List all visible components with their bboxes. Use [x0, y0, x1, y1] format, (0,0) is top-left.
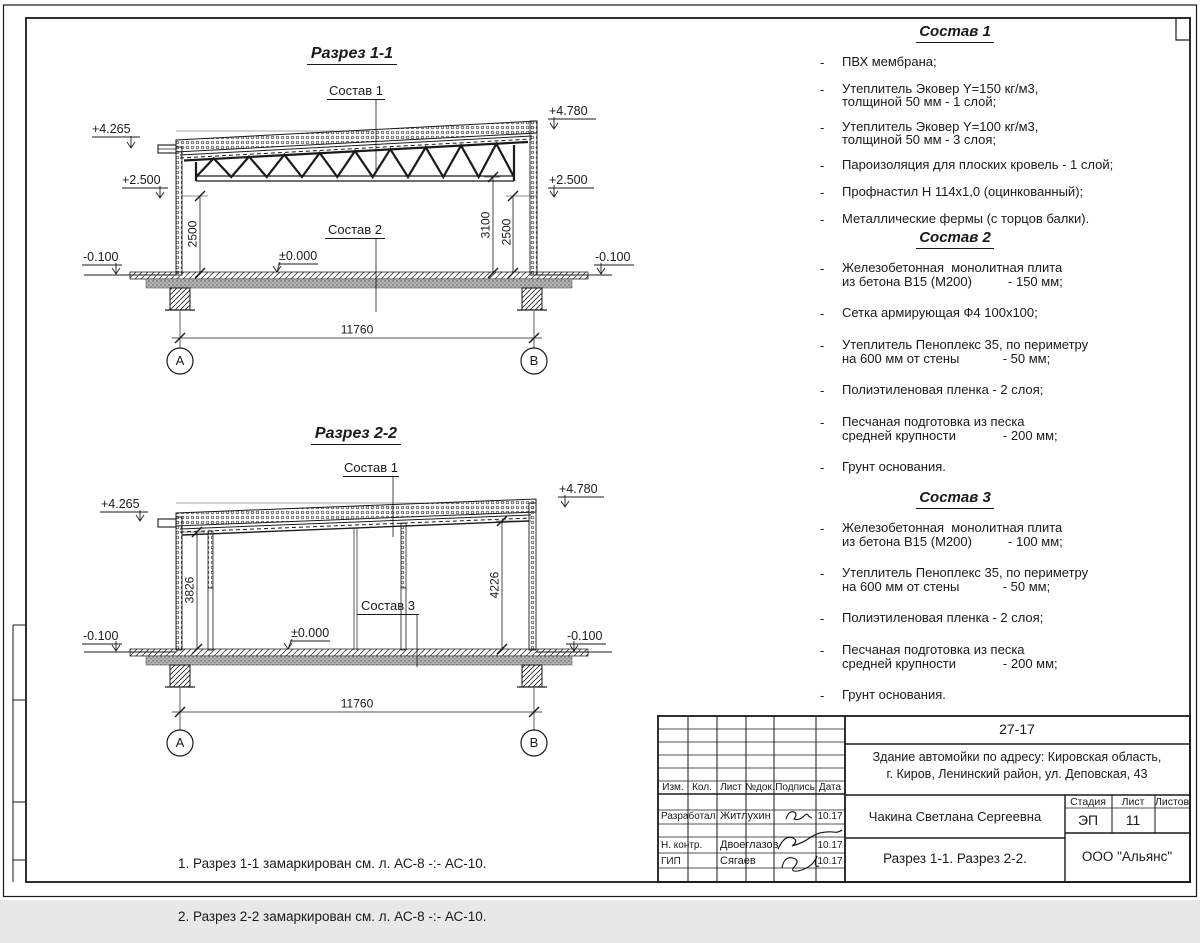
project-address-line1: Здание автомойки по адресу: Кировская область, [872, 750, 1162, 764]
composition-item: - Утеплитель Эковер Y=150 кг/м3, толщиной 50 мм - 1 слой; [820, 81, 1039, 109]
section1-elev-left-top: +4.265 [92, 122, 131, 136]
section2-title: Разрез 2-2 [311, 426, 401, 445]
row3-date: 10.17 [817, 856, 843, 867]
bullet-dash: - [820, 643, 825, 658]
sheet-number: 11 [1125, 812, 1141, 828]
row3-name: Сягаев [720, 855, 756, 867]
composition-list-2 [820, 229, 1190, 492]
section-2-2-linework [82, 477, 612, 756]
bullet-dash: - [820, 55, 825, 70]
bullet-dash: - [820, 566, 825, 581]
section2-axis-right: В [529, 735, 539, 751]
author-name: Чакина Светлана Сергеевна [868, 809, 1042, 824]
section2-dim-left: 3826 [182, 576, 197, 604]
row3-role: ГИП [661, 856, 681, 867]
composition-item: - Сетка армирующая Ф4 100х100; [820, 305, 1038, 321]
col-doc: №док. [745, 782, 775, 793]
composition-list-3 [820, 489, 1190, 720]
section2-dim-span: 11760 [340, 696, 374, 711]
row1-role: Разработал [661, 811, 716, 822]
section1-callout-floor: Состав 2 [325, 223, 385, 239]
composition-item: - Полиэтиленовая пленка - 2 слоя; [820, 382, 1044, 398]
section2-dim-right: 4226 [487, 571, 502, 599]
section2-elev-left-top: +4.265 [101, 497, 140, 511]
composition-item: - ПВХ мембрана; [820, 54, 937, 70]
bullet-dash: - [820, 460, 825, 475]
section2-axis-left: А [175, 735, 185, 751]
composition-item: - Железобетонная монолитная плита из бетона В15 (М200) - 150 мм; [820, 260, 1063, 289]
bullet-dash: - [820, 521, 825, 536]
composition-item: - Пароизоляция для плоских кровель - 1 слой; [820, 157, 1114, 173]
bullet-dash: - [820, 415, 825, 430]
row1-name: Житлухин [720, 810, 771, 822]
composition-item: - Металлические фермы (с торцов балки). [820, 211, 1090, 227]
bullet-dash: - [820, 338, 825, 353]
bullet-dash: - [820, 611, 825, 626]
composition-item: - Профнастил Н 114х1,0 (оцинкованный); [820, 184, 1084, 200]
composition-title: Состав 3 [820, 489, 1090, 506]
section2-elev-right-top: +4.780 [559, 482, 598, 496]
composition-title: Состав 1 [820, 23, 1090, 40]
section1-title: Разрез 1-1 [307, 46, 397, 65]
bullet-dash: - [820, 120, 825, 135]
bullet-dash: - [820, 688, 825, 703]
bullet-dash: - [820, 261, 825, 276]
composition-item: - Песчаная подготовка из песка средней крупности - 200 мм; [820, 642, 1058, 671]
bullet-dash: - [820, 306, 825, 321]
col-kol: Кол. [692, 782, 712, 793]
composition-list-1 [820, 23, 1190, 239]
composition-title: Состав 2 [820, 229, 1090, 246]
composition-item: - Грунт основания. [820, 459, 946, 475]
composition-item: - Утеплитель Эковер Y=100 кг/м3, толщиной 50 мм - 3 слоя; [820, 119, 1039, 147]
composition-item: - Полиэтиленовая пленка - 2 слоя; [820, 610, 1044, 626]
section1-elev-ground-right: -0.100 [595, 250, 631, 264]
section1-elev-zero: ±0.000 [279, 249, 318, 263]
section1-elev-right-mid: +2.500 [549, 173, 588, 187]
col-sign: Подпись [775, 782, 815, 793]
section2-elev-zero: ±0.000 [291, 626, 330, 640]
notes [178, 820, 487, 943]
composition-item: - Железобетонная монолитная плита из бетона В15 (М200) - 100 мм; [820, 520, 1063, 549]
composition-item: - Утеплитель Пеноплекс 35, по периметру на 600 мм от стены - 50 мм; [820, 565, 1089, 594]
section1-axis-right: В [529, 353, 539, 369]
col-izm: Изм. [662, 782, 684, 793]
bullet-dash: - [820, 158, 825, 173]
sheet-label: Лист [1121, 796, 1145, 808]
section2-elev-ground-left: -0.100 [83, 629, 119, 643]
bullet-dash: - [820, 82, 825, 97]
sheets-label: Листов [1154, 796, 1190, 808]
doc-number: 27-17 [999, 721, 1035, 737]
section1-dim-right-outer: 2500 [499, 218, 514, 246]
bullet-dash: - [820, 383, 825, 398]
section1-callout-roof: Состав 1 [327, 84, 385, 100]
section1-dim-left: 2500 [185, 220, 200, 248]
row2-name: Двоеглазов [720, 839, 779, 851]
section1-dim-right-inner: 3100 [478, 211, 493, 239]
section1-elev-left-mid: +2.500 [122, 173, 161, 187]
composition-item: - Грунт основания. [820, 687, 946, 703]
stage-label: Стадия [1070, 796, 1106, 808]
col-date: Дата [818, 782, 842, 793]
section2-callout-floor: Состав 3 [357, 599, 419, 615]
row2-role: Н. контр. [661, 840, 703, 851]
row2-date: 10.17 [817, 840, 843, 851]
company-name: ООО "Альянс" [1081, 849, 1173, 864]
bullet-dash: - [820, 185, 825, 200]
bullet-dash: - [820, 212, 825, 227]
sheet-title: Разрез 1-1. Разрез 2-2. [883, 851, 1027, 866]
composition-item: - Песчаная подготовка из песка средней крупности - 200 мм; [820, 414, 1058, 443]
composition-item: - Утеплитель Пеноплекс 35, по периметру на 600 мм от стены - 50 мм; [820, 337, 1089, 366]
col-list: Лист [720, 782, 742, 793]
note-line-2: 2. Разрез 2-2 замаркирован см. л. АС-8 -:- АС-10. [178, 908, 487, 924]
stage-value: ЭП [1077, 812, 1099, 828]
project-address-line2: г. Киров, Ленинский район, ул. Деповская, 43 [886, 767, 1148, 781]
note-line-1: 1. Разрез 1-1 замаркирован см. л. АС-8 -:- АС-10. [178, 856, 487, 871]
section1-dim-span: 11760 [340, 322, 374, 337]
section1-axis-left: А [175, 353, 185, 369]
section1-elev-ground-left: -0.100 [83, 250, 119, 264]
row1-date: 10.17 [817, 811, 843, 822]
section1-elev-right-top: +4.780 [549, 104, 588, 118]
section2-elev-ground-right: -0.100 [567, 629, 603, 643]
section2-callout-roof: Состав 1 [344, 460, 398, 475]
